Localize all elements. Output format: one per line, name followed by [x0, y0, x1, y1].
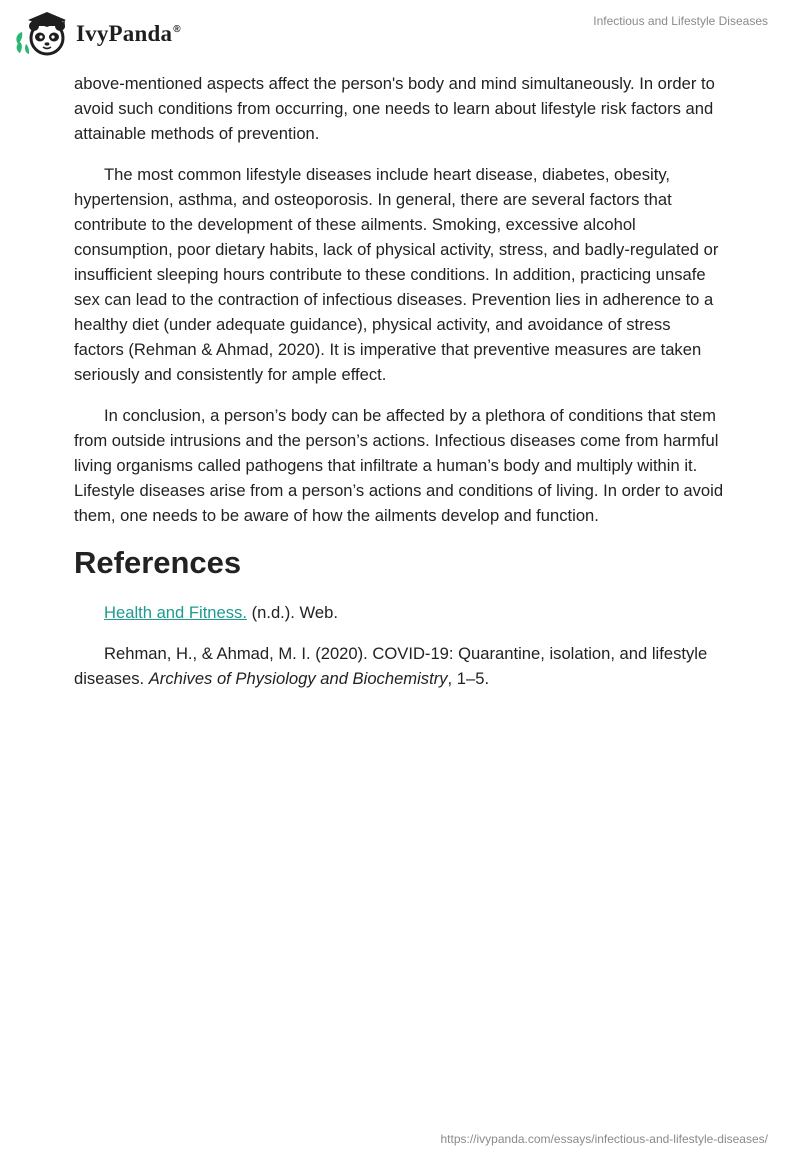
paragraph-continued: above-mentioned aspects affect the person's body and mind simultaneously. In order to avoid such conditions from occurring, one needs to learn about lifestyle risk factors and attainable methods of prevention. — [74, 74, 715, 143]
document-title: Infectious and Lifestyle Diseases — [593, 14, 768, 28]
page-header — [0, 0, 800, 66]
references-heading: References — [74, 545, 242, 580]
footer-url[interactable]: https://ivypanda.com/essays/infectious-and-lifestyle-diseases/ — [440, 1132, 768, 1146]
reference-text: , 1–5. — [447, 669, 490, 688]
panda-graduate-icon — [14, 8, 72, 58]
essay-content — [74, 71, 724, 707]
reference-item — [74, 641, 724, 691]
brand-name: IvyPanda® — [76, 21, 181, 46]
brand-logo[interactable] — [14, 8, 181, 58]
reference-text: Rehman, H., & Ahmad, M. I. (2020). COVID-19: Quarantine, isolation, and lifestyle diseases. — [74, 644, 708, 688]
reference-journal: Archives of Physiology and Biochemistry — [148, 669, 448, 688]
reference-item — [74, 600, 724, 625]
reference-link-health-and-fitness[interactable]: Health and Fitness. — [104, 603, 247, 622]
paragraph-conclusion: In conclusion, a person’s body can be affected by a plethora of conditions that stem from outside intrusions and the person’s actions. Infectious diseases come from harmful living organisms called pathogens that infiltrate a human’s body and multiply within it. Lifestyle diseases arise from a person’s actions and conditions of living. In order to avoid them, one needs to be aware of how the ailments develop and function. — [74, 406, 724, 525]
reference-text: (n.d.). Web. — [246, 603, 338, 622]
paragraph-lifestyle-diseases: The most common lifestyle diseases include heart disease, diabetes, obesity, hypertension, asthma, and osteoporosis. In general, there are several factors that contribute to the development of these ailments. Smoking, excessive alcohol consumption, poor dietary habits, lack of physical activity, stress, and badly-regulated or insufficient sleeping hours contribute to these conditions. In addition, practicing unsafe sex can lead to the contraction of infectious diseases. Prevention lies in adherence to a healthy diet (under adequate guidance), physical activity, and avoidance of stress factors (Rehman & Ahmad, 2020). It is imperative that preventive measures are taken seriously and consistently for ample effect. — [74, 165, 719, 384]
